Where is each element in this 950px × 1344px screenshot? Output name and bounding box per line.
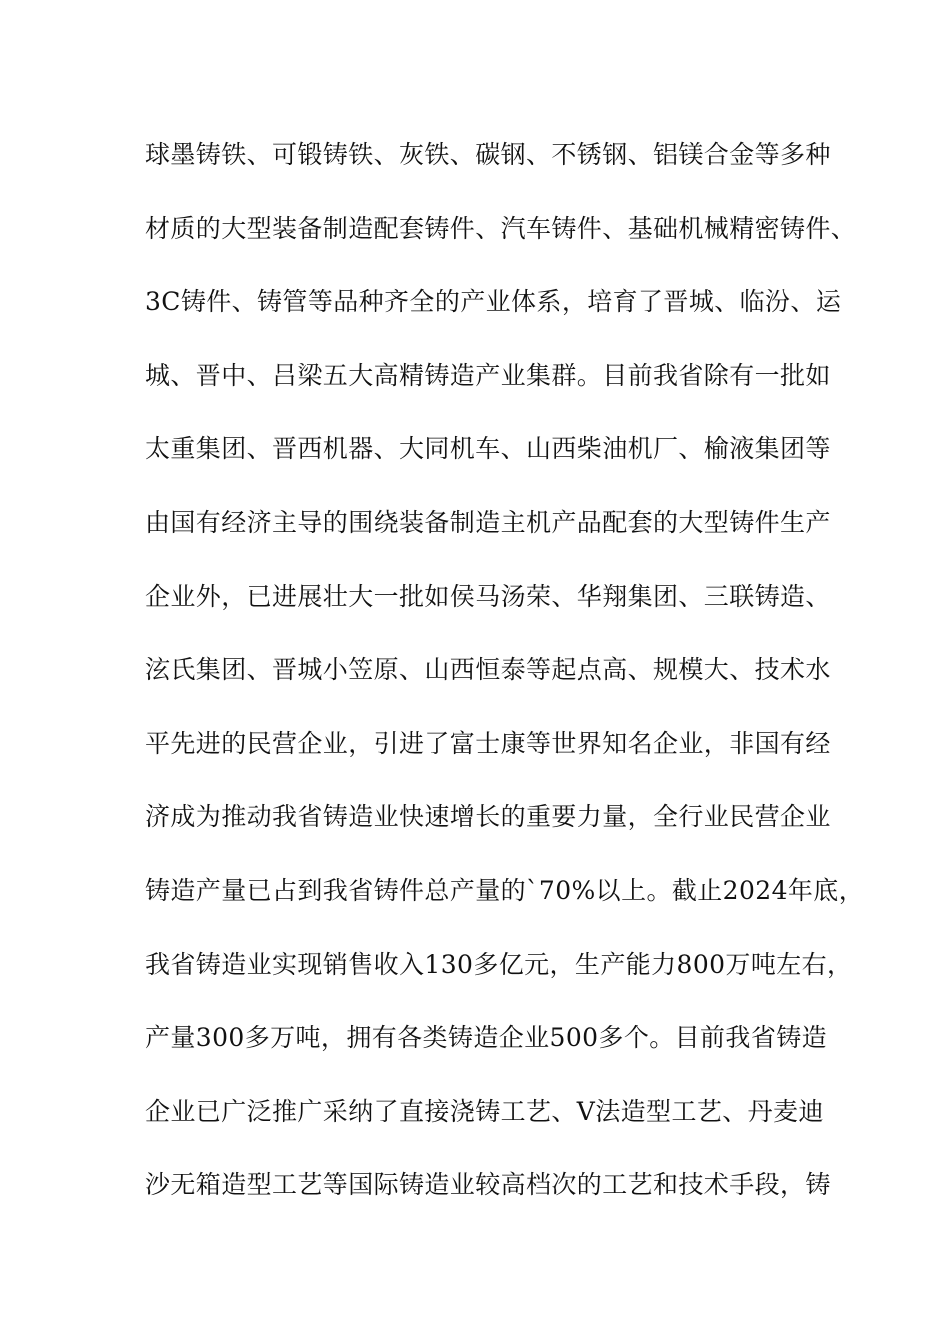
text-line: 企业外，已进展壮大一批如侯马汤荣、华翔集团、三联铸造、 [145, 581, 831, 611]
text-line: 我省铸造业实现销售收入130多亿元，生产能力800万吨左右， [145, 949, 853, 979]
text-line: 济成为推动我省铸造业快速增长的重要力量，全行业民营企业 [145, 802, 831, 832]
text-line: 材质的大型装备制造配套铸件、汽车铸件、基础机械精密铸件、 [145, 213, 857, 243]
body-paragraph [145, 131, 865, 1235]
text-line: 产量300多万吨，拥有各类铸造企业500多个。目前我省铸造 [145, 1023, 828, 1053]
text-line: 企业已广泛推广采纳了直接浇铸工艺、V法造型工艺、丹麦迪 [145, 1096, 824, 1126]
text-line: 铸造产量已占到我省铸件总产量的`70%以上。截止2024年底， [145, 875, 865, 905]
text-line: 由国有经济主导的围绕装备制造主机产品配套的大型铸件生产 [145, 507, 831, 537]
text-line: 3C铸件、铸管等品种齐全的产业体系，培育了晋城、临汾、运 [145, 287, 842, 317]
text-line: 平先进的民营企业，引进了富士康等世界知名企业，非国有经 [145, 728, 831, 758]
text-line: 城、晋中、吕梁五大高精铸造产业集群。目前我省除有一批如 [145, 360, 831, 390]
text-line: 沙无箱造型工艺等国际铸造业较高档次的工艺和技术手段，铸 [145, 1170, 831, 1200]
text-line: 球墨铸铁、可锻铸铁、灰铁、碳钢、不锈钢、铝镁合金等多种 [145, 140, 831, 169]
text-line: 太重集团、晋西机器、大同机车、山西柴油机厂、榆液集团等 [145, 434, 831, 464]
text-line: 泫氏集团、晋城小笠原、山西恒泰等起点高、规模大、技术水 [145, 655, 831, 685]
